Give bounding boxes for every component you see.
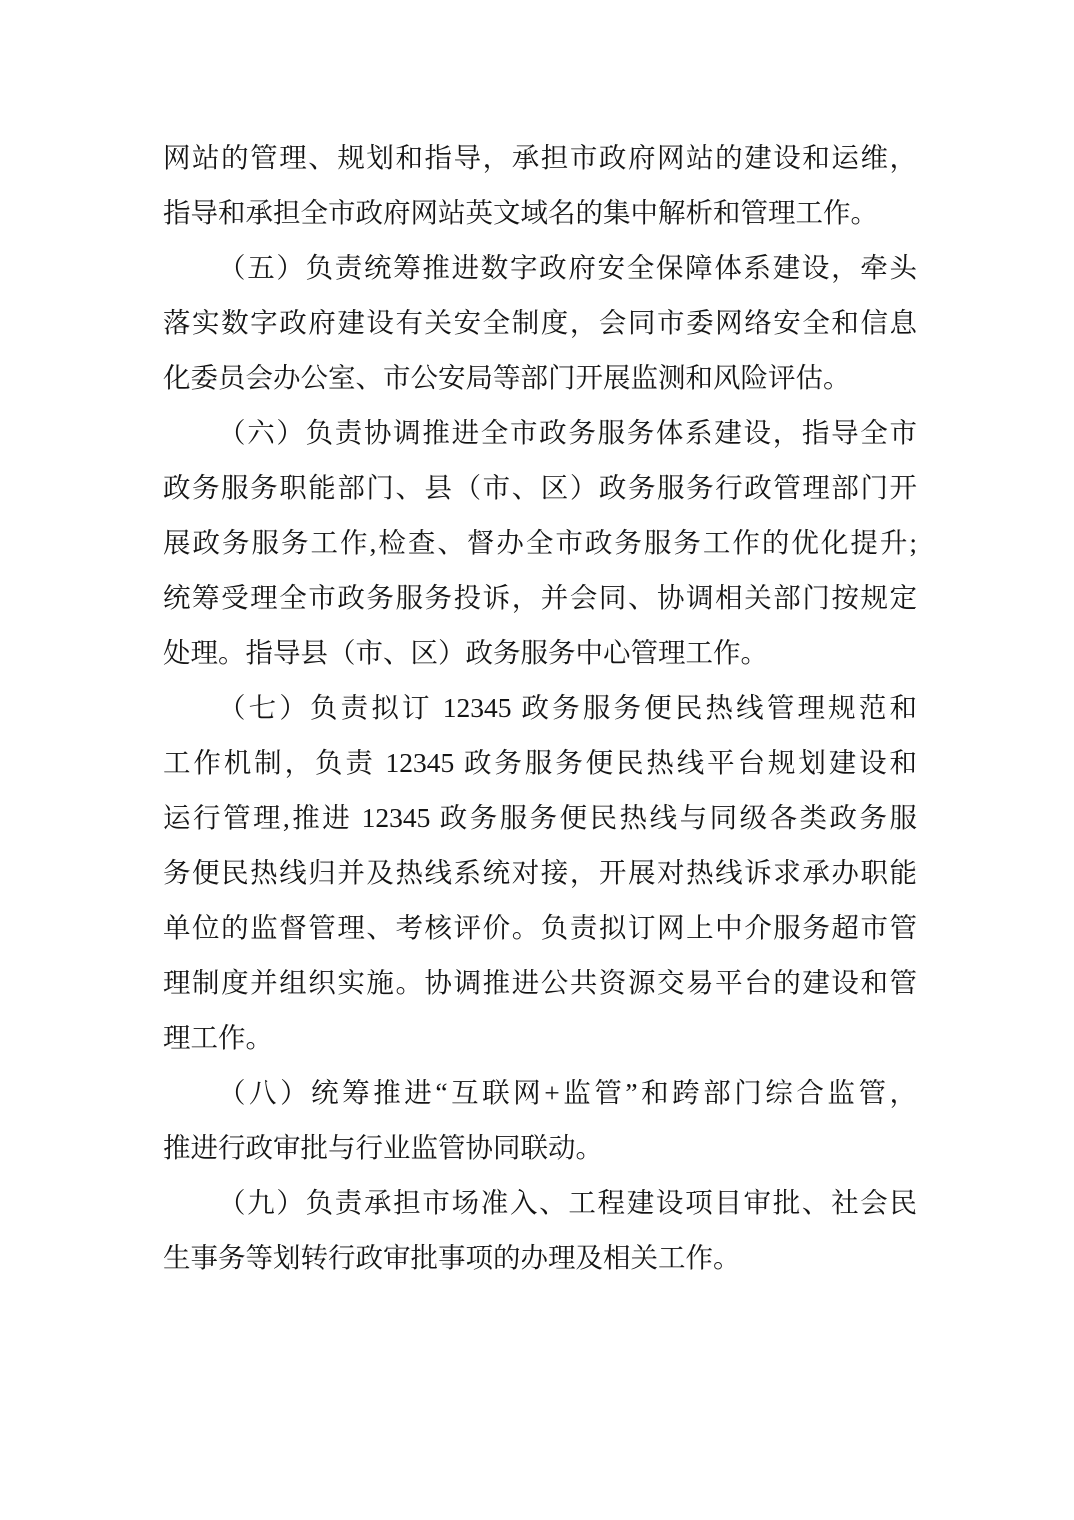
text-line: 政务服务职能部门、县（市、区）政务服务行政管理部门开 [163,472,917,503]
text-line: 化委员会办公室、市公安局等部门开展监测和风险评估。 [163,362,851,393]
text-line: 网站的管理、规划和指导，承担市政府网站的建设和运维， [163,142,917,173]
text-line: 生事务等划转行政审批事项的办理及相关工作。 [163,1242,741,1273]
text-line: 运行管理,推进 12345 政务服务便民热线与同级各类政务服 [163,802,917,833]
text-line: （九）负责承担市场准入、工程建设项目审批、社会民 [218,1187,917,1218]
text-line: 理制度并组织实施。协调推进公共资源交易平台的建设和管 [163,967,917,998]
document-text-block [163,130,917,1285]
text-line: （五）负责统筹推进数字政府安全保障体系建设，牵头 [218,252,917,283]
text-line: 单位的监督管理、考核评价。负责拟订网上中介服务超市管 [163,912,917,943]
text-line: （六）负责协调推进全市政务服务体系建设，指导全市 [218,417,917,448]
text-line: 处理。指导县（市、区）政务服务中心管理工作。 [163,637,768,668]
text-line: （八）统筹推进“互联网+监管”和跨部门综合监管， [218,1077,917,1108]
text-line: 理工作。 [163,1022,273,1053]
text-line: 统筹受理全市政务服务投诉，并会同、协调相关部门按规定 [163,582,917,613]
text-line: 务便民热线归并及热线系统对接，开展对热线诉求承办职能 [163,857,917,888]
text-line: （七）负责拟订 12345 政务服务便民热线管理规范和 [218,692,917,723]
text-line: 工作机制，负责 12345 政务服务便民热线平台规划建设和 [163,747,917,778]
text-line: 指导和承担全市政府网站英文域名的集中解析和管理工作。 [163,197,878,228]
text-line: 展政务服务工作,检查、督办全市政务服务工作的优化提升; [163,527,917,558]
text-line: 落实数字政府建设有关安全制度，会同市委网络安全和信息 [163,307,917,338]
text-line: 推进行政审批与行业监管协同联动。 [163,1132,603,1163]
